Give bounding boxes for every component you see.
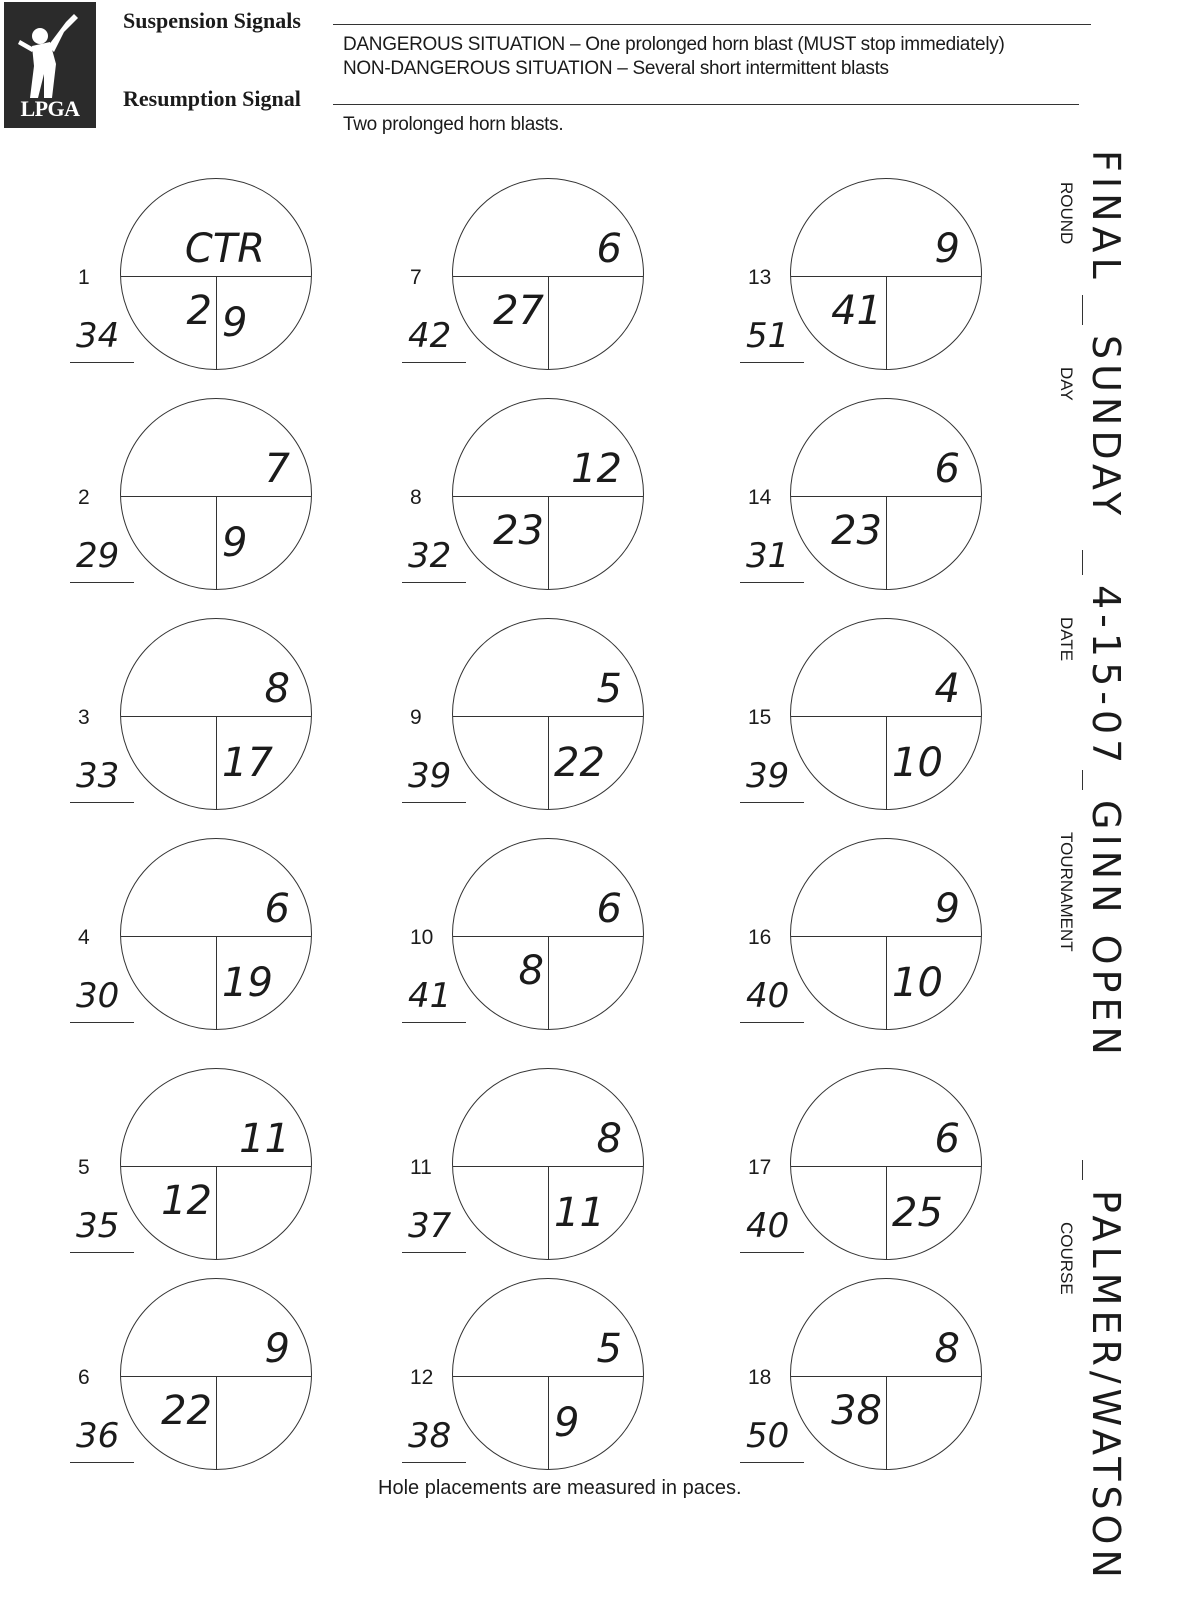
yardage-underline: [402, 1252, 466, 1253]
golfer-silhouette-icon: [4, 2, 96, 102]
hole-number: 1: [78, 266, 90, 289]
hole-right-distance: 10: [892, 960, 943, 1006]
hole-11: [392, 1060, 752, 1290]
green-vertical-line: [548, 716, 549, 809]
green-vertical-line: [886, 1376, 887, 1469]
suspension-dangerous-text: DANGEROUS SITUATION – One prolonged horn blast (MUST stop immediately): [343, 34, 1005, 55]
hole-2: [60, 390, 420, 620]
hole-number: 2: [78, 486, 90, 509]
side-value-tournament: GINN OPEN: [1084, 800, 1128, 1060]
suspension-nondangerous-text: NON-DANGEROUS SITUATION – Several short intermittent blasts: [343, 58, 889, 79]
hole-number: 5: [78, 1156, 90, 1179]
side-label-tournament: TOURNAMENT: [1057, 832, 1076, 952]
yardage-underline: [402, 1462, 466, 1463]
hole-number: 6: [78, 1366, 90, 1389]
yardage-underline: [402, 802, 466, 803]
side-label-day: DAY: [1057, 367, 1076, 401]
hole-right-distance: 9: [222, 300, 248, 346]
hole-yardage: 35: [76, 1206, 120, 1246]
footer-note: Hole placements are measured in paces.: [378, 1477, 742, 1499]
hole-9: [392, 610, 752, 840]
side-divider: [1082, 550, 1083, 575]
hole-right-distance: 9: [222, 520, 248, 566]
hole-1: [60, 170, 420, 400]
hole-number: 16: [748, 926, 772, 949]
hole-number: 14: [748, 486, 772, 509]
side-label-round: ROUND: [1057, 182, 1076, 245]
hole-17: [730, 1060, 1090, 1290]
green-vertical-line: [548, 1166, 549, 1259]
hole-12: [392, 1270, 752, 1500]
green-vertical-line: [886, 936, 887, 1029]
hole-top-distance: CTR: [184, 226, 266, 272]
hole-top-distance: 8: [934, 1326, 960, 1372]
hole-yardage: 39: [408, 756, 452, 796]
green-vertical-line: [216, 496, 217, 589]
hole-yardage: 39: [746, 756, 790, 796]
yardage-underline: [740, 582, 804, 583]
hole-yardage: 34: [76, 316, 120, 356]
hole-left-distance: 12: [161, 1178, 212, 1224]
suspension-signals-label: Suspension Signals: [123, 8, 301, 33]
hole-number: 7: [410, 266, 422, 289]
hole-yardage: 40: [746, 976, 790, 1016]
hole-left-distance: 22: [161, 1388, 212, 1434]
resumption-signal-label: Resumption Signal: [123, 86, 301, 111]
hole-left-distance: 8: [518, 948, 544, 994]
hole-14: [730, 390, 1090, 620]
resumption-line: [333, 104, 1079, 105]
hole-number: 10: [410, 926, 434, 949]
side-value-round: FINAL: [1084, 150, 1128, 284]
green-vertical-line: [886, 1166, 887, 1259]
yardage-underline: [740, 1252, 804, 1253]
yardage-underline: [70, 362, 134, 363]
hole-yardage: 33: [76, 756, 120, 796]
yardage-underline: [70, 582, 134, 583]
hole-number: 17: [748, 1156, 772, 1179]
hole-left-distance: 41: [831, 288, 882, 334]
green-vertical-line: [548, 496, 549, 589]
hole-right-distance: 19: [222, 960, 273, 1006]
hole-top-distance: 6: [934, 1116, 960, 1162]
hole-top-distance: 11: [239, 1116, 290, 1162]
side-divider: [1082, 295, 1083, 325]
green-vertical-line: [216, 276, 217, 369]
hole-6: [60, 1270, 420, 1500]
hole-left-distance: 23: [831, 508, 882, 554]
green-vertical-line: [886, 496, 887, 589]
hole-number: 13: [748, 266, 772, 289]
hole-number: 11: [410, 1156, 432, 1179]
hole-top-distance: 8: [264, 666, 290, 712]
hole-top-distance: 6: [596, 886, 622, 932]
hole-right-distance: 25: [892, 1190, 943, 1236]
side-divider: [1082, 770, 1083, 790]
hole-yardage: 31: [746, 536, 790, 576]
hole-number: 15: [748, 706, 772, 729]
hole-4: [60, 830, 420, 1060]
hole-13: [730, 170, 1090, 400]
yardage-underline: [402, 362, 466, 363]
yardage-underline: [70, 1462, 134, 1463]
side-value-day: SUNDAY: [1084, 335, 1128, 521]
lpga-logo: [4, 2, 96, 128]
hole-left-distance: 2: [186, 288, 212, 334]
hole-yardage: 50: [746, 1416, 790, 1456]
hole-right-distance: 22: [554, 740, 605, 786]
logo-text: LPGA: [20, 96, 80, 121]
hole-yardage: 51: [746, 316, 790, 356]
green-vertical-line: [216, 1376, 217, 1469]
hole-10: [392, 830, 752, 1060]
yardage-underline: [402, 1022, 466, 1023]
side-label-date: DATE: [1057, 617, 1076, 662]
green-vertical-line: [548, 276, 549, 369]
hole-yardage: 42: [408, 316, 452, 356]
yardage-underline: [402, 582, 466, 583]
yardage-underline: [740, 802, 804, 803]
hole-right-distance: 10: [892, 740, 943, 786]
yardage-underline: [70, 1252, 134, 1253]
green-vertical-line: [886, 716, 887, 809]
hole-right-distance: 11: [554, 1190, 605, 1236]
hole-7: [392, 170, 752, 400]
hole-right-distance: 9: [554, 1400, 580, 1446]
side-divider: [1082, 1160, 1083, 1180]
yardage-underline: [740, 362, 804, 363]
yardage-underline: [740, 1022, 804, 1023]
hole-top-distance: 4: [934, 666, 960, 712]
side-label-course: COURSE: [1057, 1222, 1076, 1295]
green-vertical-line: [548, 1376, 549, 1469]
yardage-underline: [70, 802, 134, 803]
hole-top-distance: 7: [264, 446, 290, 492]
hole-yardage: 30: [76, 976, 120, 1016]
hole-left-distance: 27: [493, 288, 544, 334]
hole-top-distance: 6: [264, 886, 290, 932]
hole-3: [60, 610, 420, 840]
hole-right-distance: 17: [222, 740, 273, 786]
hole-yardage: 36: [76, 1416, 120, 1456]
yardage-underline: [70, 1022, 134, 1023]
hole-top-distance: 5: [596, 666, 622, 712]
hole-number: 3: [78, 706, 90, 729]
hole-yardage: 37: [408, 1206, 452, 1246]
hole-top-distance: 9: [264, 1326, 290, 1372]
green-vertical-line: [216, 1166, 217, 1259]
hole-16: [730, 830, 1090, 1060]
side-value-date: 4-15-07: [1084, 585, 1128, 769]
hole-number: 8: [410, 486, 422, 509]
green-vertical-line: [886, 276, 887, 369]
green-vertical-line: [216, 716, 217, 809]
green-vertical-line: [548, 936, 549, 1029]
hole-left-distance: 23: [493, 508, 544, 554]
hole-number: 9: [410, 706, 422, 729]
hole-yardage: 32: [408, 536, 452, 576]
hole-number: 4: [78, 926, 90, 949]
hole-top-distance: 6: [596, 226, 622, 272]
hole-yardage: 41: [408, 976, 452, 1016]
hole-5: [60, 1060, 420, 1290]
hole-15: [730, 610, 1090, 840]
hole-yardage: 29: [76, 536, 120, 576]
hole-number: 18: [748, 1366, 772, 1389]
hole-left-distance: 38: [831, 1388, 882, 1434]
hole-top-distance: 9: [934, 226, 960, 272]
hole-top-distance: 5: [596, 1326, 622, 1372]
green-vertical-line: [216, 936, 217, 1029]
resumption-text: Two prolonged horn blasts.: [343, 114, 564, 135]
hole-yardage: 40: [746, 1206, 790, 1246]
hole-top-distance: 6: [934, 446, 960, 492]
hole-top-distance: 9: [934, 886, 960, 932]
hole-8: [392, 390, 752, 620]
side-value-course: PALMER/WATSON: [1084, 1190, 1128, 1583]
yardage-underline: [740, 1462, 804, 1463]
hole-yardage: 38: [408, 1416, 452, 1456]
hole-top-distance: 12: [571, 446, 622, 492]
hole-top-distance: 8: [596, 1116, 622, 1162]
suspension-line: [333, 24, 1091, 25]
hole-18: [730, 1270, 1090, 1500]
hole-number: 12: [410, 1366, 434, 1389]
